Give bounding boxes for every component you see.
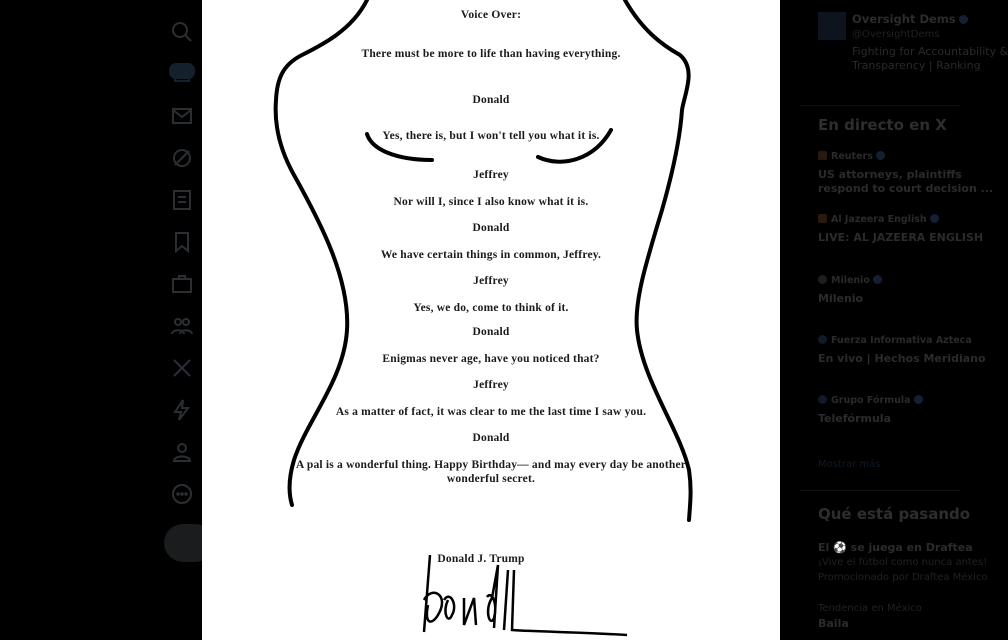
trend-category: Tendencia en México xyxy=(818,603,922,614)
script-line: A pal is a wonderful thing. Happy Birthday— and may every day be another xyxy=(295,459,687,471)
script-speaker: Jeffrey xyxy=(473,275,509,287)
source-logo-icon xyxy=(818,151,827,160)
script-line: Enigmas never age, have you noticed that? xyxy=(382,353,600,365)
trending-section-title: Qué está pasando xyxy=(818,505,971,523)
x-premium-icon[interactable] xyxy=(170,356,194,380)
script-speaker: Donald xyxy=(472,432,510,444)
lists-icon[interactable] xyxy=(170,188,194,212)
live-title[interactable]: respond to court decision ... xyxy=(818,182,994,195)
trend-promo: Promocionado por Draftea México xyxy=(818,572,988,583)
profile-bio: Fighting for Accountability & xyxy=(852,45,1008,58)
live-title[interactable]: US attorneys, plaintiffs xyxy=(818,168,962,181)
show-more-link[interactable]: Mostrar más xyxy=(818,459,881,470)
avatar[interactable] xyxy=(818,12,846,40)
script-line: As a matter of fact, it was clear to me the last time I saw you. xyxy=(335,406,647,418)
more-icon[interactable] xyxy=(170,482,194,506)
mail-icon[interactable] xyxy=(170,104,194,128)
live-section-title: En directo en X xyxy=(818,116,947,134)
grok-icon[interactable] xyxy=(170,146,194,170)
bookmark-icon[interactable] xyxy=(170,230,194,254)
verified-badge-icon xyxy=(959,15,968,24)
script-line: Nor will I, since I also know what it is. xyxy=(393,196,589,208)
script-line: There must be more to life than having everything. xyxy=(361,48,621,60)
script-speaker: Donald xyxy=(472,94,510,106)
right-sidebar xyxy=(780,0,1008,640)
script-line: Yes, we do, come to think of it. xyxy=(413,302,569,314)
script-speaker: Jeffrey xyxy=(473,169,509,181)
script-speaker: Donald xyxy=(472,326,510,338)
search-icon[interactable] xyxy=(170,20,194,44)
script-speaker: Jeffrey xyxy=(473,379,509,391)
profile-handle[interactable]: @OversightDems xyxy=(852,29,940,40)
live-source[interactable]: Milenio xyxy=(818,275,882,286)
trend-title[interactable]: Baila xyxy=(818,617,849,630)
script-speaker: Donald xyxy=(472,222,510,234)
profile-icon[interactable] xyxy=(170,440,194,464)
live-title[interactable]: Telefórmula xyxy=(818,412,891,425)
script-line: Yes, there is, but I won't tell you what it is. xyxy=(382,130,600,142)
live-title[interactable]: LIVE: AL JAZEERA ENGLISH xyxy=(818,231,984,244)
live-source[interactable]: Grupo Fórmula xyxy=(818,395,923,406)
trend-subtitle: ¡Vive el fútbol como nunca antes! xyxy=(818,557,988,568)
home-icon[interactable] xyxy=(170,62,194,86)
live-source[interactable]: Al Jazeera English xyxy=(818,214,939,225)
script-line: wonderful secret. xyxy=(446,473,536,485)
signature-name: Donald J. Trump xyxy=(437,553,525,565)
verified-orgs-icon[interactable] xyxy=(170,398,194,422)
signature xyxy=(424,555,627,635)
live-title[interactable]: En vivo | Hechos Meridiano xyxy=(818,352,986,365)
document-image xyxy=(202,0,780,640)
communities-icon[interactable] xyxy=(170,314,194,338)
profile-bio: Transparency | Ranking xyxy=(852,59,981,72)
trend-title[interactable]: El ⚽ se juega en Draftea xyxy=(818,541,973,554)
script-line: We have certain things in common, Jeffrey. xyxy=(380,249,602,261)
live-title[interactable]: Milenio xyxy=(818,292,864,305)
live-source[interactable]: Fuerza Informativa Azteca xyxy=(818,335,972,346)
jobs-icon[interactable] xyxy=(170,272,194,296)
script-line: Voice Over: xyxy=(460,9,522,21)
left-nav xyxy=(0,0,202,640)
profile-name[interactable]: Oversight Dems xyxy=(852,12,968,26)
live-source[interactable]: Reuters xyxy=(818,151,885,162)
